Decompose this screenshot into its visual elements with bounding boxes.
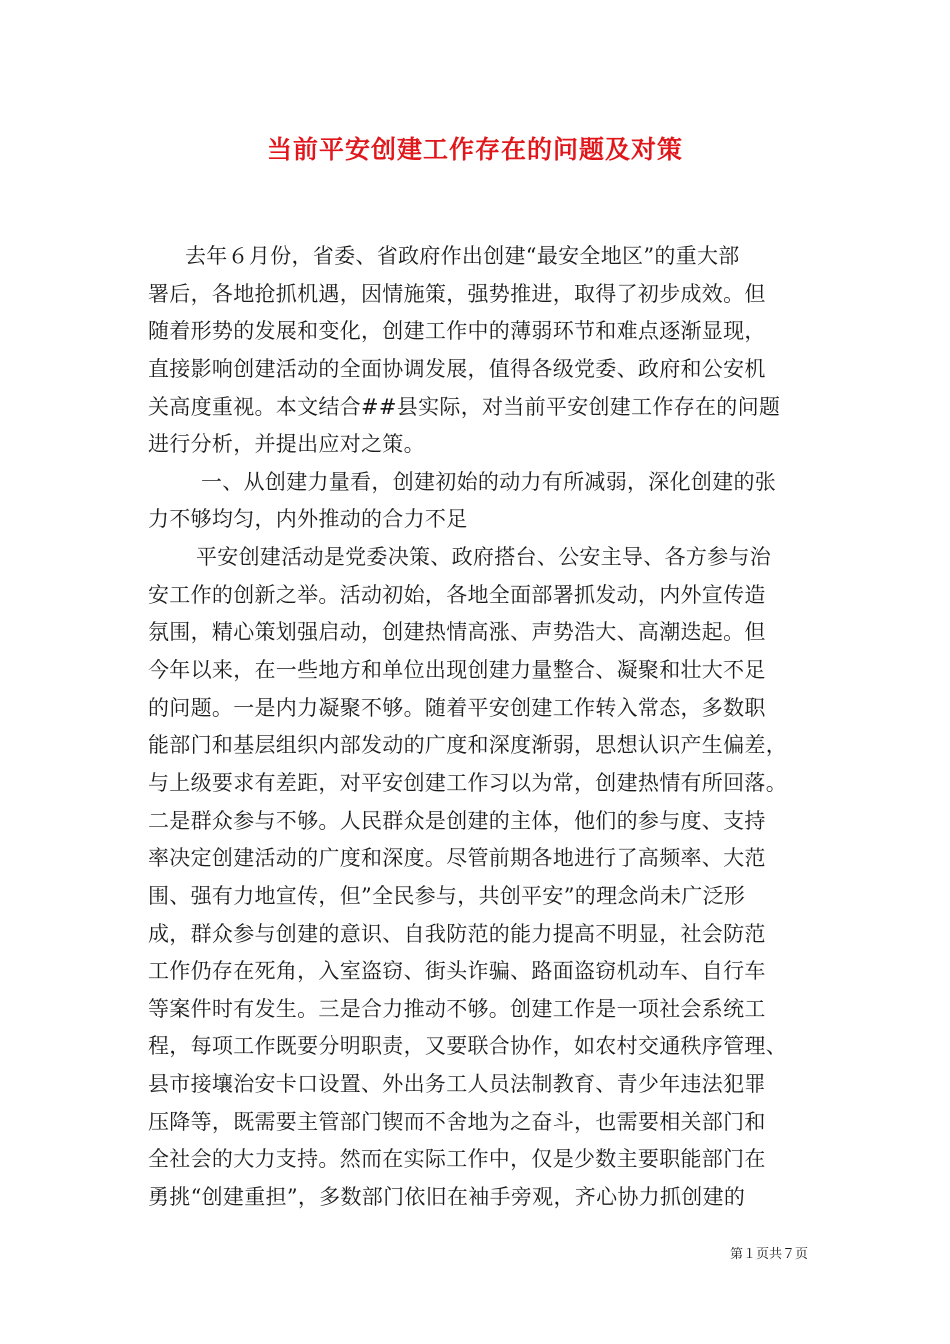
body-line: 关高度重视。本文结合##县实际，对当前平安创建工作存在的问题 (148, 394, 781, 419)
body-line: 等案件时有发生。三是合力推动不够。创建工作是一项社会系统工 (148, 996, 766, 1021)
page-number-footer: 第１页共７页 (729, 1247, 808, 1262)
body-line: 随着形势的发展和变化，创建工作中的薄弱环节和难点逐渐显现， (148, 319, 766, 344)
body-line: 直接影响创建活动的全面协调发展，值得各级党委、政府和公安机 (148, 356, 766, 381)
body-line: 今年以来，在一些地方和单位出现创建力量整合、凝聚和壮大不足 (148, 658, 766, 683)
body-line: 县市接壤治安卡口设置、外出务工人员法制教育、青少年违法犯罪 (148, 1072, 766, 1097)
body-line: 工作仍存在死角，入室盗窃、街头诈骗、路面盗窃机动车、自行车 (148, 959, 766, 984)
section-heading-line: 力不够均匀，内外推动的合力不足 (148, 507, 468, 532)
body-line: 全社会的大力支持。然而在实际工作中，仅是少数主要职能部门在 (148, 1147, 766, 1172)
body-line: 程，每项工作既要分明职责，又要联合协作，如农村交通秩序管理、 (148, 1034, 787, 1059)
document-body (148, 238, 808, 1217)
body-line: 署后，各地抢抓机遇，因情施策，强势推进，取得了初步成效。但 (148, 281, 766, 306)
body-line: 率决定创建活动的广度和深度。尽管前期各地进行了高频率、大范 (148, 846, 766, 871)
body-line: 的问题。一是内力凝聚不够。随着平安创建工作转入常态，多数职 (148, 695, 766, 720)
body-line: 成，群众参与创建的意识、自我防范的能力提高不明显，社会防范 (148, 921, 766, 946)
body-line: 进行分析，并提出应对之策。 (148, 432, 425, 457)
body-line: 压降等，既需要主管部门锲而不舍地为之奋斗，也需要相关部门和 (148, 1109, 766, 1134)
body-line: 平安创建活动是党委决策、政府搭台、公安主导、各方参与治 (196, 545, 772, 570)
body-line: 勇挑“创建重担”，多数部门依旧在袖手旁观，齐心协力抓创建的 (148, 1185, 746, 1210)
body-line: 安工作的创新之举。活动初始，各地全面部署抓发动，内外宣传造 (148, 582, 766, 607)
body-line: 与上级要求有差距，对平安创建工作习以为常，创建热情有所回落。 (148, 770, 787, 795)
body-line: 能部门和基层组织内部发动的广度和深度渐弱，思想认识产生偏差， (148, 733, 787, 758)
body-line: 氛围，精心策划强启动，创建热情高涨、声势浩大、高潮迭起。但 (148, 620, 766, 645)
section-heading-line: 一、从创建力量看，创建初始的动力有所减弱，深化创建的张 (201, 469, 777, 494)
body-line: 围、强有力地宣传，但”全民参与，共创平安”的理念尚未广泛形 (148, 883, 746, 908)
body-line: 二是群众参与不够。人民群众是创建的主体，他们的参与度、支持 (148, 808, 766, 833)
document-title: 当前平安创建工作存在的问题及对策 (266, 135, 683, 164)
body-line: 去年６月份，省委、省政府作出创建“最安全地区”的重大部 (185, 244, 740, 268)
